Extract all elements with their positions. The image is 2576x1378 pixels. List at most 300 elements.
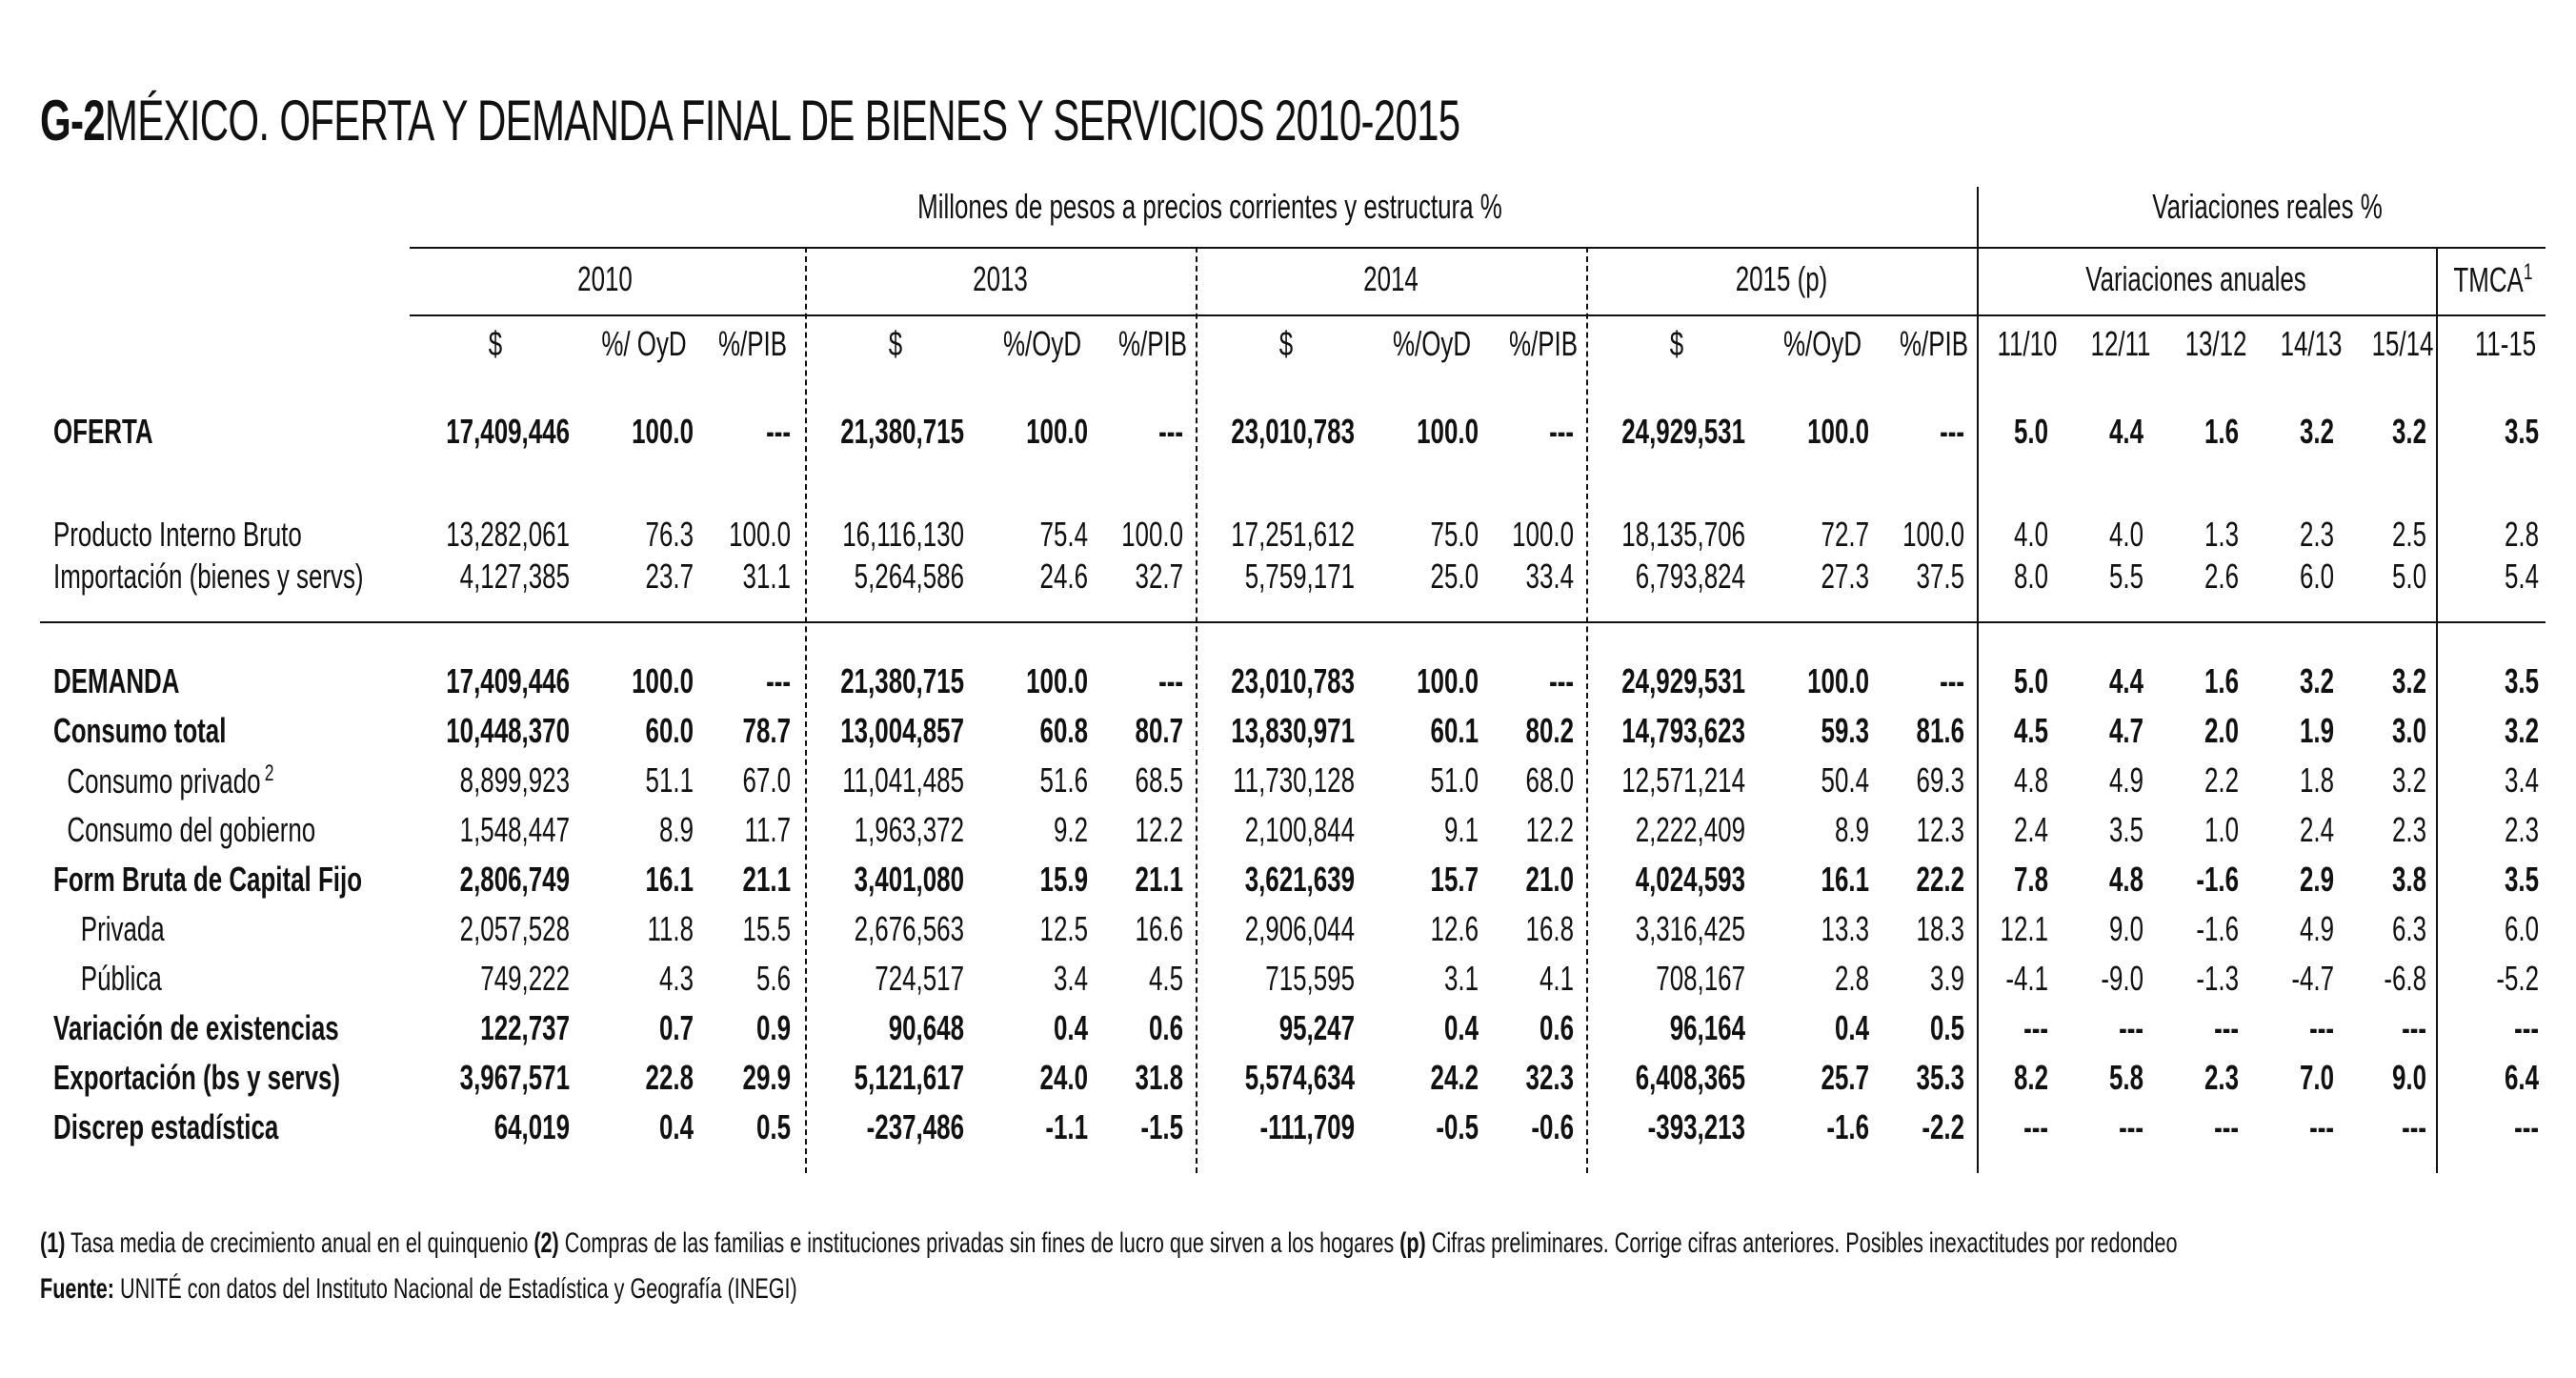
table-cell: 16.8 [1525,909,1574,948]
table-cell: 1.6 [2204,412,2239,451]
table-cell: 4.1 [1539,959,1574,998]
table-cell: --- [2309,1008,2334,1047]
table-cell: 715,595 [1265,959,1355,998]
table-cell: 25.7 [1821,1058,1869,1097]
table-cell: 2,676,563 [854,909,964,948]
tmca-label: TMCA [2453,260,2524,299]
table-cell: 51.6 [1039,760,1088,800]
table-cell: 5,264,586 [854,557,964,596]
row-label-text: Importación (bienes y servs) [53,557,364,596]
table-cell: 11,041,485 [842,760,964,800]
table-cell: 2.8 [1834,959,1869,998]
table-cell: 2,222,409 [1635,810,1745,849]
table-cell: 51.1 [645,760,694,800]
subcolumn-header: %/PIB [1508,324,1579,363]
table-cell: 35.3 [1916,1058,1964,1097]
table-cell: 24.0 [1039,1058,1088,1097]
table-cell: 4.0 [2013,515,2048,554]
row-label [53,909,165,949]
table-cell: 59.3 [1821,711,1869,750]
table-cell: 12.3 [1916,810,1964,849]
table-cell: 100.0 [632,661,694,700]
table-cell: -0.5 [1436,1107,1479,1146]
row-label-text: Discrep estadística [53,1107,279,1146]
table-cell: --- [1549,412,1574,451]
table-cell: 8.0 [2013,557,2048,596]
table-cell: 6.3 [2391,909,2426,948]
table-cell: 2.3 [2204,1058,2239,1097]
table-cell: 4.9 [2299,909,2334,948]
table-cell: 6.0 [2504,909,2539,948]
table-cell: 76.3 [645,515,694,554]
table-cell: 2.3 [2299,515,2334,554]
row-label-text: Consumo del gobierno [53,810,316,849]
table-cell: 75.0 [1430,515,1479,554]
table-cell: 4.4 [2108,661,2143,700]
year-header-2014: 2014 [1363,259,1419,298]
table-cell: 90,648 [888,1008,964,1047]
row-label [53,711,226,751]
row-label-text: Exportación (bs y servs) [53,1058,341,1097]
table-cell: 2.9 [2299,860,2334,899]
tmca-header [2453,259,2533,300]
subcolumn-header: %/OyD [1782,324,1862,363]
table-cell: 5,759,171 [1244,557,1355,596]
row-label-text: Consumo total [53,711,227,750]
row-label [53,412,153,452]
table-cell: 80.7 [1135,711,1183,750]
table-cell: 14,793,623 [1621,711,1745,750]
table-cell: 100.0 [1417,661,1479,700]
subcolumn-header: $ [488,324,503,363]
subcolumn-header: %/ OyD [601,324,687,363]
table-cell: 16.1 [1821,860,1869,899]
subcolumn-header: $ [1669,324,1684,363]
table-cell: 5.5 [2108,557,2143,596]
table-cell: -1.5 [1140,1107,1183,1146]
table-cell: 1.0 [2204,810,2239,849]
table-cell: 2,906,044 [1244,909,1355,948]
chart-title-text: MÉXICO. OFERTA Y DEMANDA FINAL DE BIENES Y SERVICIOS 2010-2015 [104,89,1460,152]
table-cell: 4.8 [2108,860,2143,899]
table-cell: 9.2 [1053,810,1088,849]
table-cell: -237,486 [866,1107,964,1146]
table-cell: 9.0 [2108,909,2143,948]
table-cell: 3.2 [2391,661,2426,700]
footnotes-line [40,1227,2178,1260]
table-cell: 724,517 [875,959,964,998]
year-header-2010: 2010 [577,259,633,298]
table-cell: -1.3 [2196,959,2239,998]
row-label [53,959,162,999]
table-cell: --- [1158,412,1183,451]
table-cell: 0.4 [1053,1008,1088,1047]
table-cell: 75.4 [1039,515,1088,554]
table-cell: 2.4 [2013,810,2048,849]
table-cell: 51.0 [1430,760,1479,800]
table-cell: 3.4 [1053,959,1088,998]
table-cell: 100.0 [632,412,694,451]
table-cell: 5.6 [755,959,791,998]
table-cell: 5.0 [2391,557,2426,596]
row-label [53,1107,278,1147]
table-cell: 100.0 [729,515,791,554]
subcolumn-header: %/OyD [1002,324,1082,363]
table-cell: --- [1940,661,1964,700]
table-cell: 0.4 [658,1107,694,1146]
table-cell: 5.0 [2013,412,2048,451]
table-cell: --- [2214,1008,2239,1047]
table-cell: 81.6 [1916,711,1964,750]
table-cell: 2.3 [2504,810,2539,849]
table-cell: 2.8 [2504,515,2539,554]
row-label [53,860,362,900]
table-cell: 0.4 [1443,1008,1479,1047]
table-cell: 67.0 [742,760,791,800]
subcolumn-header: $ [888,324,903,363]
table-cell: 2.6 [2204,557,2239,596]
table-cell: 6,408,365 [1635,1058,1745,1097]
footnote-1-marker: (1) [40,1227,66,1259]
table-cell: 13,004,857 [840,711,964,750]
table-cell: 3.5 [2504,661,2539,700]
table-cell: 12.1 [2000,909,2048,948]
row-label-text: Privada [53,909,165,948]
table-cell: 10,448,370 [446,711,570,750]
table-cell: 18,135,706 [1621,515,1745,554]
table-cell: -0.6 [1531,1107,1574,1146]
subcolumn-header: 11-15 [2474,324,2537,363]
table-cell: 122,737 [480,1008,570,1047]
table-cell: 21.1 [1135,860,1183,899]
table-cell: 12.5 [1039,909,1088,948]
row-label-note: 2 [264,760,274,786]
subcolumn-header: 12/11 [2090,324,2151,363]
table-cell: --- [2309,1107,2334,1146]
table-cell: 68.0 [1525,760,1574,800]
table-cell: 24.6 [1039,557,1088,596]
source-text: UNITÉ con datos del Instituto Nacional de Estadística y Geografía (INEGI) [113,1273,797,1305]
table-cell: 15.7 [1430,860,1479,899]
table-cell: 0.4 [1834,1008,1869,1047]
table-cell: 3.8 [2391,860,2426,899]
table-cell: 21.1 [742,860,791,899]
table-cell: 78.7 [742,711,791,750]
tmca-note: 1 [2523,259,2533,285]
table-cell: --- [1549,661,1574,700]
table-cell: --- [1158,661,1183,700]
table-cell: 1.6 [2204,661,2239,700]
table-cell: 1,548,447 [459,810,570,849]
subcolumn-header: 11/10 [1997,324,2058,363]
row-label-text: OFERTA [53,412,153,451]
table-cell: 100.0 [1417,412,1479,451]
table-cell: -111,709 [1259,1107,1355,1146]
footnote-2-text: Compras de las familias e instituciones privadas sin fines de lucro que sirven a los hogares [558,1227,1400,1259]
table-cell: 4,024,593 [1635,860,1745,899]
table-cell: 60.8 [1039,711,1088,750]
subcolumn-header: $ [1278,324,1294,363]
subcolumn-header: 15/14 [2371,324,2434,363]
table-cell: 18.3 [1916,909,1964,948]
table-cell: 8.2 [2013,1058,2048,1097]
table-cell: 8.9 [1834,810,1869,849]
table-cell: 4.5 [2013,711,2048,750]
table-cell: 2,806,749 [459,860,570,899]
rule-years-top [410,247,2546,249]
row-label [53,810,315,850]
table-cell: 7.0 [2299,1058,2334,1097]
table-cell: 13,830,971 [1231,711,1355,750]
table-cell: 1,963,372 [854,810,964,849]
table-cell: 4.8 [2013,760,2048,800]
table-cell: 23.7 [645,557,694,596]
table-cell: 1.9 [2299,711,2334,750]
table-cell: 0.7 [658,1008,694,1047]
table-cell: 0.6 [1148,1008,1183,1047]
table-cell: 1.3 [2204,515,2239,554]
table-cell: 69.3 [1916,760,1964,800]
table-cell: --- [2402,1008,2426,1047]
footnote-2-marker: (2) [533,1227,559,1259]
table-cell: --- [766,412,791,451]
table-cell: 5.0 [2013,661,2048,700]
table-cell: 100.0 [1026,412,1088,451]
table-cell: 3,401,080 [854,860,964,899]
subcolumn-header: %/OyD [1392,324,1472,363]
table-cell: 6.0 [2299,557,2334,596]
table-cell: 37.5 [1916,557,1964,596]
table-cell: 16.6 [1135,909,1183,948]
table-cell: 16.1 [645,860,694,899]
table-cell: 7.8 [2013,860,2048,899]
table-cell: 33.4 [1525,557,1574,596]
table-cell: 3.2 [2299,661,2334,700]
table-cell: 24,929,531 [1621,412,1745,451]
table-cell: 50.4 [1821,760,1869,800]
subcolumn-header: %/PIB [1899,324,1969,363]
table-cell: 21,380,715 [840,412,964,451]
table-cell: 17,251,612 [1231,515,1355,554]
table-cell: 9.0 [2391,1058,2426,1097]
table-cell: 0.5 [755,1107,791,1146]
chart-code: G-2 [40,89,105,152]
table-cell: 2.2 [2204,760,2239,800]
source-line [40,1273,797,1306]
table-cell: 12.2 [1525,810,1574,849]
table-cell: --- [766,661,791,700]
table-cell: --- [1940,412,1964,451]
row-label-text: DEMANDA [53,661,180,700]
table-cell: 6.4 [2504,1058,2539,1097]
table-cell: 24.2 [1430,1058,1479,1097]
table-cell: 2.5 [2391,515,2426,554]
table-cell: 11.8 [647,909,694,948]
table-cell: 12.6 [1430,909,1479,948]
table-cell: 3,967,571 [459,1058,570,1097]
row-label-text: Variación de existencias [53,1008,339,1047]
table-cell: 3.2 [2299,412,2334,451]
table-cell: 31.8 [1135,1058,1183,1097]
footnote-p-marker: (p) [1399,1227,1426,1259]
table-cell: 100.0 [1807,661,1869,700]
table-cell: 3.0 [2391,711,2426,750]
table-cell: 100.0 [1026,661,1088,700]
table-cell: 3.5 [2504,860,2539,899]
table-cell: 22.2 [1916,860,1964,899]
row-label [53,515,302,555]
table-cell: 3,316,425 [1635,909,1745,948]
table-cell: 3.2 [2391,760,2426,800]
table-cell: 100.0 [1512,515,1574,554]
table-cell: 3.1 [1443,959,1479,998]
table-cell: 23,010,783 [1231,661,1355,700]
table-cell: 3.5 [2108,810,2143,849]
source-label: Fuente: [40,1273,114,1305]
table-cell: 15.5 [742,909,791,948]
subcolumn-header: 14/13 [2280,324,2343,363]
table-cell: 4.4 [2108,412,2143,451]
table-cell: 24,929,531 [1621,661,1745,700]
table-cell: 4.5 [1148,959,1183,998]
group-header-left: Millones de pesos a precios corrientes y estructura % [917,187,1502,226]
table-cell: 25.0 [1430,557,1479,596]
table-cell: --- [2402,1107,2426,1146]
table-cell: 5.8 [2108,1058,2143,1097]
table-cell: 95,247 [1278,1008,1355,1047]
table-cell: --- [2214,1107,2239,1146]
table-cell: 72.7 [1821,515,1869,554]
table-cell: 9.1 [1443,810,1479,849]
subcolumn-header: 13/12 [2184,324,2247,363]
row-label-text: Pública [53,959,162,998]
table-cell: 8,899,923 [459,760,570,800]
row-label [53,1058,340,1098]
table-cell: 3.4 [2504,760,2539,800]
table-cell: 60.0 [645,711,694,750]
table-cell: --- [2119,1008,2143,1047]
table-cell: 3,621,639 [1244,860,1355,899]
table-cell: 16,116,130 [842,515,964,554]
row-label [53,760,273,801]
table-cell: -5.2 [2496,959,2539,998]
row-label [53,1008,339,1048]
table-cell: --- [2119,1107,2143,1146]
annual-header: Variaciones anuales [2085,259,2306,298]
table-cell: -1.6 [2196,860,2239,899]
row-label-text: Form Bruta de Capital Fijo [53,860,363,899]
table-cell: 11,730,128 [1233,760,1355,800]
table-cell: 3.9 [1929,959,1964,998]
table-cell: 708,167 [1656,959,1745,998]
table-cell: 8.9 [658,810,694,849]
table-cell: -1.1 [1045,1107,1088,1146]
table-cell: 5,121,617 [854,1058,964,1097]
table-cell: 29.9 [742,1058,791,1097]
footnote-1-text: Tasa media de crecimiento anual en el quinquenio [65,1227,534,1259]
rule-section-divider [40,621,2546,623]
table-cell: 17,409,446 [446,412,570,451]
table-cell: --- [2023,1008,2048,1047]
table-cell: 5.4 [2504,557,2539,596]
table-cell: -2.2 [1922,1107,1964,1146]
table-cell: 22.8 [645,1058,694,1097]
table-cell: 100.0 [1121,515,1183,554]
table-cell: 12.2 [1135,810,1183,849]
table-cell: 4.3 [658,959,694,998]
table-cell: 749,222 [480,959,570,998]
table-cell: 0.6 [1539,1008,1574,1047]
table-cell: -4.1 [2005,959,2048,998]
subcolumn-header: %/PIB [717,324,788,363]
table-cell: 3.2 [2391,412,2426,451]
table-cell: 2.3 [2391,810,2426,849]
table-cell: 5,574,634 [1244,1058,1355,1097]
table-cell: 32.3 [1525,1058,1574,1097]
year-header-2013: 2013 [973,259,1028,298]
table-cell: 0.5 [1929,1008,1964,1047]
table-cell: -1.6 [1826,1107,1869,1146]
subcolumn-header: %/PIB [1117,324,1188,363]
table-cell: 32.7 [1135,557,1183,596]
table-cell: -9.0 [2101,959,2143,998]
table-cell: 3.5 [2504,412,2539,451]
footnote-p-text: Cifras preliminares. Corrige cifras anteriores. Posibles inexactitudes por redondeo [1425,1227,2178,1259]
table-cell: 2.0 [2204,711,2239,750]
table-cell: 4.0 [2108,515,2143,554]
table-cell: 4,127,385 [459,557,570,596]
table-cell: 13.3 [1821,909,1869,948]
table-cell: 6,793,824 [1635,557,1745,596]
table-cell: 4.7 [2108,711,2143,750]
row-label-text: Producto Interno Bruto [53,515,302,554]
row-label [53,661,179,701]
table-cell: 1.8 [2299,760,2334,800]
table-cell: 80.2 [1525,711,1574,750]
table-cell: 12,571,214 [1621,760,1745,800]
table-cell: 23,010,783 [1231,412,1355,451]
table-cell: 2,057,528 [459,909,570,948]
table-cell: 15.9 [1039,860,1088,899]
table-cell: 100.0 [1807,412,1869,451]
table-cell: 31.1 [742,557,791,596]
table-cell: 21.0 [1525,860,1574,899]
table-cell: 17,409,446 [446,661,570,700]
table-cell: 2,100,844 [1244,810,1355,849]
table-cell: 0.9 [755,1008,791,1047]
table-cell: -1.6 [2196,909,2239,948]
table-cell: -4.7 [2291,959,2334,998]
table-cell: 2.4 [2299,810,2334,849]
table-cell: -6.8 [2384,959,2426,998]
table-cell: --- [2023,1107,2048,1146]
table-cell: 68.5 [1135,760,1183,800]
table-cell: 13,282,061 [446,515,570,554]
table-cell: 4.9 [2108,760,2143,800]
year-header-2015: 2015 (p) [1735,259,1828,298]
table-cell: 11.7 [744,810,791,849]
table-cell: 60.1 [1430,711,1479,750]
group-header-right: Variaciones reales % [2152,187,2383,226]
table-cell: 96,164 [1669,1008,1745,1047]
table-cell: 21,380,715 [840,661,964,700]
page-title [40,88,1459,153]
table-cell: 100.0 [1902,515,1964,554]
table-cell: 3.2 [2504,711,2539,750]
rule-subcols-top [410,314,2546,316]
table-cell: --- [2514,1107,2539,1146]
table-cell: 27.3 [1821,557,1869,596]
